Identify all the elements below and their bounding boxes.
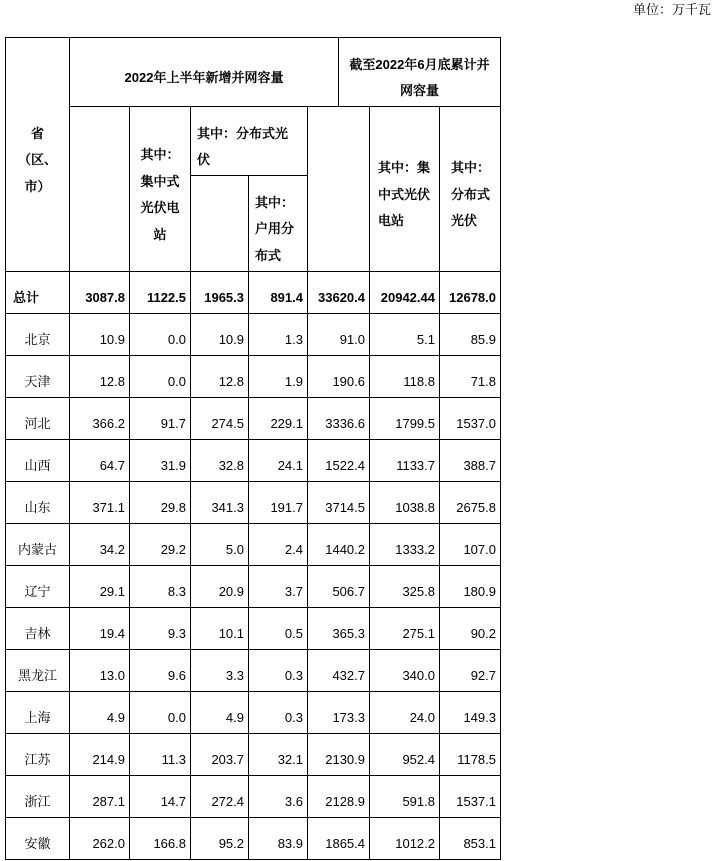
cumulative-centralized-value: 1133.7 — [369, 439, 440, 482]
cumulative-total-value: 2128.9 — [307, 775, 370, 818]
cumulative-distributed-value: 2675.8 — [439, 481, 501, 524]
header-cumulative-capacity-group — [338, 37, 501, 107]
new-distributed-value: 12.8 — [190, 355, 249, 398]
new-total-value: 64.7 — [69, 439, 130, 482]
unit-label: 单位：万千瓦 — [632, 2, 711, 17]
province-name: 黑龙江 — [5, 649, 70, 692]
header-line: 其中： — [255, 194, 295, 210]
cumulative-total-value: 190.6 — [307, 355, 370, 398]
table-row — [5, 397, 501, 440]
province-name: 辽宁 — [5, 565, 70, 608]
new-distributed-value: 10.1 — [190, 607, 249, 650]
new-household-value: 3.7 — [248, 565, 308, 608]
cumulative-total-value: 365.3 — [307, 607, 370, 650]
province-name: 河北 — [5, 397, 70, 440]
cumulative-distributed-value: 1537.0 — [439, 397, 501, 440]
new-total-value: 12.8 — [69, 355, 130, 398]
header-line: 其中：集 — [378, 160, 431, 176]
new-household-value: 229.1 — [248, 397, 308, 440]
table-row — [5, 775, 501, 818]
cumulative-centralized-value: 1333.2 — [369, 523, 440, 566]
cumulative-centralized-value: 20942.44 — [369, 271, 440, 314]
cumulative-centralized-value: 952.4 — [369, 733, 440, 776]
new-distributed-value: 20.9 — [190, 565, 249, 608]
cumulative-total-value: 1865.4 — [307, 817, 370, 860]
province-name: 天津 — [5, 355, 70, 398]
cumulative-distributed-value: 71.8 — [439, 355, 501, 398]
new-distributed-value: 274.5 — [190, 397, 249, 440]
new-distributed-value: 272.4 — [190, 775, 249, 818]
new-household-value: 24.1 — [248, 439, 308, 482]
header-line: 光伏电 — [140, 200, 180, 215]
new-household-value: 1.9 — [248, 355, 308, 398]
province-name: 江苏 — [5, 733, 70, 776]
new-centralized-value: 14.7 — [129, 775, 191, 818]
total-row — [5, 271, 501, 314]
new-distributed-value: 4.9 — [190, 691, 249, 734]
province-name: 吉林 — [5, 607, 70, 650]
cumulative-distributed-value: 180.9 — [439, 565, 501, 608]
cumulative-centralized-value: 24.0 — [369, 691, 440, 734]
header-cumulative-distributed — [439, 106, 501, 272]
cumulative-distributed-value: 388.7 — [439, 439, 501, 482]
header-line: 中式光伏 — [378, 186, 431, 202]
total-label: 总计 — [5, 271, 70, 314]
table-row — [5, 355, 501, 398]
new-centralized-value: 0.0 — [129, 355, 191, 398]
new-centralized-value: 31.9 — [129, 439, 191, 482]
cumulative-distributed-value: 90.2 — [439, 607, 501, 650]
cumulative-distributed-value: 107.0 — [439, 523, 501, 566]
table-row — [5, 649, 501, 692]
header-line: （区、 — [17, 152, 57, 168]
cumulative-total-value: 2130.9 — [307, 733, 370, 776]
province-name: 山西 — [5, 439, 70, 482]
cumulative-total-value: 506.7 — [307, 565, 370, 608]
cumulative-total-value: 1440.2 — [307, 523, 370, 566]
new-centralized-value: 0.0 — [129, 313, 191, 356]
cumulative-centralized-value: 340.0 — [369, 649, 440, 692]
new-centralized-value: 29.8 — [129, 481, 191, 524]
province-name: 安徽 — [5, 817, 70, 860]
new-household-value: 0.5 — [248, 607, 308, 650]
new-centralized-value: 29.2 — [129, 523, 191, 566]
new-total-value: 19.4 — [69, 607, 130, 650]
table-row — [5, 565, 501, 608]
new-centralized-value: 0.0 — [129, 691, 191, 734]
province-name: 浙江 — [5, 775, 70, 818]
new-total-value: 4.9 — [69, 691, 130, 734]
header-line: 电站 — [378, 213, 405, 229]
new-distributed-value: 10.9 — [190, 313, 249, 356]
table-row — [5, 733, 501, 776]
cumulative-distributed-value: 12678.0 — [439, 271, 501, 314]
cumulative-centralized-value: 1038.8 — [369, 481, 440, 524]
new-centralized-value: 8.3 — [129, 565, 191, 608]
header-line: 光伏 — [451, 213, 478, 229]
header-new-capacity-group — [69, 37, 339, 107]
new-distributed-value: 203.7 — [190, 733, 249, 776]
table-row — [5, 607, 501, 650]
new-total-value: 34.2 — [69, 523, 130, 566]
new-total-value: 214.9 — [69, 733, 130, 776]
cumulative-total-value: 3336.6 — [307, 397, 370, 440]
new-distributed-value: 3.3 — [190, 649, 249, 692]
cumulative-centralized-value: 275.1 — [369, 607, 440, 650]
cumulative-total-value: 1522.4 — [307, 439, 370, 482]
province-name: 山东 — [5, 481, 70, 524]
new-centralized-value: 91.7 — [129, 397, 191, 440]
header-province — [5, 37, 70, 272]
header-cumulative-centralized — [369, 106, 440, 272]
cumulative-centralized-value: 1012.2 — [369, 817, 440, 860]
new-total-value: 29.1 — [69, 565, 130, 608]
header-line: 其中： — [451, 160, 491, 176]
new-household-value: 83.9 — [248, 817, 308, 860]
header-line: 布式 — [255, 247, 282, 263]
header-cumulative-total-blank — [307, 106, 370, 272]
new-distributed-value: 32.8 — [190, 439, 249, 482]
cumulative-distributed-value: 85.9 — [439, 313, 501, 356]
cumulative-centralized-value: 1799.5 — [369, 397, 440, 440]
cumulative-centralized-value: 591.8 — [369, 775, 440, 818]
header-line: 分布式 — [451, 186, 491, 202]
province-name: 内蒙古 — [5, 523, 70, 566]
new-centralized-value: 1122.5 — [129, 271, 191, 314]
new-distributed-value: 341.3 — [190, 481, 249, 524]
table-row — [5, 313, 501, 356]
header-new-centralized — [129, 106, 191, 272]
new-household-value: 0.3 — [248, 649, 308, 692]
header-new-total-blank — [69, 106, 130, 272]
new-total-value: 371.1 — [69, 481, 130, 524]
cumulative-centralized-value: 118.8 — [369, 355, 440, 398]
new-household-value: 891.4 — [248, 271, 308, 314]
new-household-value: 191.7 — [248, 481, 308, 524]
cumulative-total-value: 33620.4 — [307, 271, 370, 314]
province-name: 上海 — [5, 691, 70, 734]
header-line: 伏 — [197, 152, 211, 167]
header-line: 其中：分布式光 — [197, 125, 289, 141]
new-household-value: 2.4 — [248, 523, 308, 566]
new-household-value: 0.3 — [248, 691, 308, 734]
new-centralized-value: 9.6 — [129, 649, 191, 692]
cumulative-distributed-value: 1537.1 — [439, 775, 501, 818]
table-row — [5, 523, 501, 566]
header-line: 站 — [153, 226, 167, 242]
cumulative-total-value: 173.3 — [307, 691, 370, 734]
province-name: 北京 — [5, 313, 70, 356]
header-new-distributed — [190, 106, 308, 176]
new-household-value: 3.6 — [248, 775, 308, 818]
header-line: 截至2022年6月底累计并 — [349, 56, 490, 72]
header-line: 市） — [24, 178, 51, 194]
new-centralized-value: 9.3 — [129, 607, 191, 650]
header-line: 集中式 — [140, 173, 180, 189]
cumulative-centralized-value: 5.1 — [369, 313, 440, 356]
new-distributed-value: 5.0 — [190, 523, 249, 566]
cumulative-total-value: 3714.5 — [307, 481, 370, 524]
table-row — [5, 439, 501, 482]
header-line: 网容量 — [399, 83, 439, 98]
header-line: 户用分 — [255, 221, 295, 237]
cumulative-total-value: 432.7 — [307, 649, 370, 692]
cumulative-distributed-value: 1178.5 — [439, 733, 501, 776]
header-line: 其中： — [140, 147, 180, 162]
new-total-value: 13.0 — [69, 649, 130, 692]
header-line: 省 — [30, 125, 44, 141]
new-household-value: 1.3 — [248, 313, 308, 356]
new-household-value: 32.1 — [248, 733, 308, 776]
header-new-household — [248, 175, 308, 272]
new-distributed-value: 95.2 — [190, 817, 249, 860]
new-distributed-value: 1965.3 — [190, 271, 249, 314]
header-line: 2022年上半年新增并网容量 — [124, 69, 284, 85]
new-centralized-value: 166.8 — [129, 817, 191, 860]
new-total-value: 3087.8 — [69, 271, 130, 314]
cumulative-distributed-value: 149.3 — [439, 691, 501, 734]
cumulative-centralized-value: 325.8 — [369, 565, 440, 608]
cumulative-distributed-value: 92.7 — [439, 649, 501, 692]
new-total-value: 262.0 — [69, 817, 130, 860]
new-centralized-value: 11.3 — [129, 733, 191, 776]
new-total-value: 287.1 — [69, 775, 130, 818]
table-row — [5, 481, 501, 524]
new-total-value: 366.2 — [69, 397, 130, 440]
new-total-value: 10.9 — [69, 313, 130, 356]
cumulative-distributed-value: 853.1 — [439, 817, 501, 860]
table-row — [5, 817, 501, 860]
header-new-distributed-total-blank — [190, 175, 249, 272]
cumulative-total-value: 91.0 — [307, 313, 370, 356]
table-row — [5, 691, 501, 734]
